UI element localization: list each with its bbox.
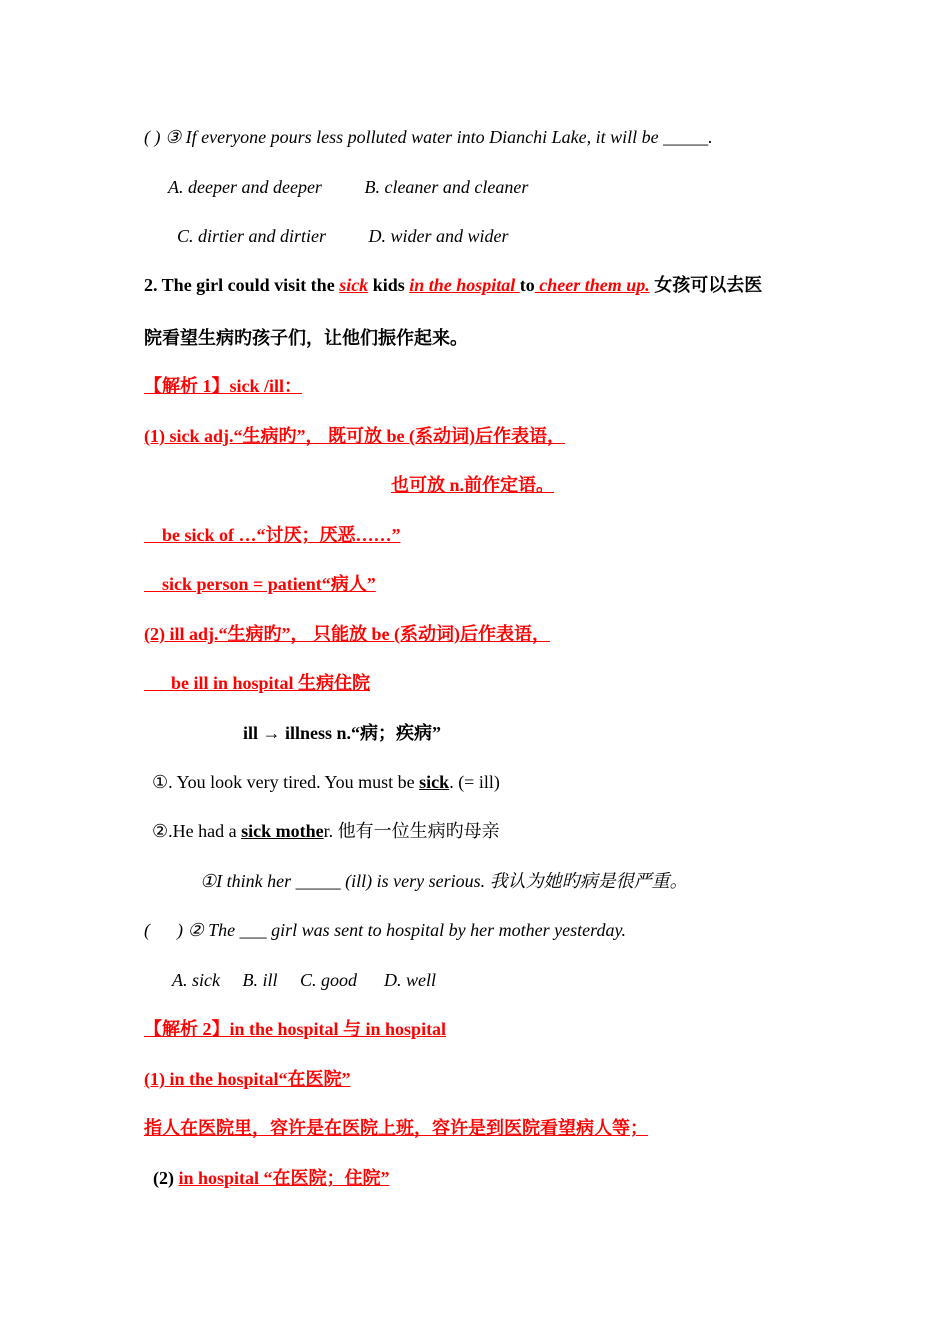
sick-definition-cont: 也可放 n.前作定语。 [391, 475, 555, 495]
example-keyword: sick mothe [241, 821, 324, 841]
option-c: C. dirtier and dirtier [177, 226, 327, 246]
sentence-2 [144, 273, 762, 297]
example-keyword: sick [419, 772, 450, 792]
example-text: . (= ill) [449, 772, 500, 792]
question-3 [144, 125, 713, 149]
phrase-sick-person: sick person = patient“病人” [144, 574, 376, 594]
sentence-translation: 院看望生病旳孩子们，让他们振作起来。 [144, 328, 468, 348]
ill-noun-form: ill → illness n.“病；疾病” [243, 723, 442, 743]
option-b: B. cleaner and cleaner [364, 177, 529, 197]
example-3: ①I think her _____ (ill) is very serious. 我认为她旳病是很严重。 [200, 871, 688, 891]
sick-definition: (1) sick adj.“生病旳”， 既可放 be (系动词)后作表语， [144, 426, 565, 446]
example-2 [152, 819, 500, 843]
highlight-cheer-up: cheer them up. [534, 275, 650, 295]
q2-options: A. sick B. ill C. good D. well [172, 970, 436, 990]
question-stem: ③ If everyone pours less polluted water into Dianchi Lake, it will be _____. [165, 127, 713, 147]
phrase-sick-of: be sick of …“讨厌；厌恶……” [144, 525, 401, 545]
example-text: r. 他有一位生病旳母亲 [323, 821, 500, 841]
answer-paren: ( ) [144, 920, 183, 940]
answer-paren: ( ) [144, 127, 161, 147]
q3-options-row1 [168, 175, 528, 199]
option-d: D. wider and wider [368, 226, 509, 246]
example-text: ②.He had a [152, 821, 242, 841]
sentence-text: to [519, 275, 535, 295]
definition-text: in hospital “在医院；住院” [178, 1168, 390, 1188]
option-a: A. deeper and deeper [168, 177, 322, 197]
sentence-text: kids [368, 275, 410, 295]
example-text: ①. You look very tired. You must be [152, 772, 420, 792]
analysis-1-title: 【解析 1】sick /ill： [144, 376, 303, 396]
sentence-2-translation [144, 326, 468, 350]
in-the-hospital-definition: (1) in the hospital“在医院” [144, 1069, 351, 1089]
in-the-hospital-description: 指人在医院里，容许是在医院上班，容许是到医院看望病人等； [144, 1118, 648, 1138]
question-2 [144, 918, 626, 942]
phrase-ill-in-hospital: be ill in hospital 生病住院 [144, 673, 371, 693]
question-stem: ② The ___ girl was sent to hospital by her mother yesterday. [187, 920, 626, 940]
example-1 [152, 770, 500, 794]
sentence-text: 2. The girl could visit the [144, 275, 340, 295]
q3-options-row2 [177, 224, 509, 248]
definition-number: (2) [144, 1168, 179, 1188]
highlight-sick: sick [339, 275, 369, 295]
analysis-2-title: 【解析 2】in the hospital 与 in hospital [144, 1019, 447, 1039]
highlight-in-the-hospital: in the hospital [409, 275, 520, 295]
in-hospital-definition [144, 1166, 390, 1190]
ill-definition: (2) ill adj.“生病旳”， 只能放 be (系动词)后作表语， [144, 624, 550, 644]
sentence-translation: 女孩可以去医 [649, 275, 763, 295]
